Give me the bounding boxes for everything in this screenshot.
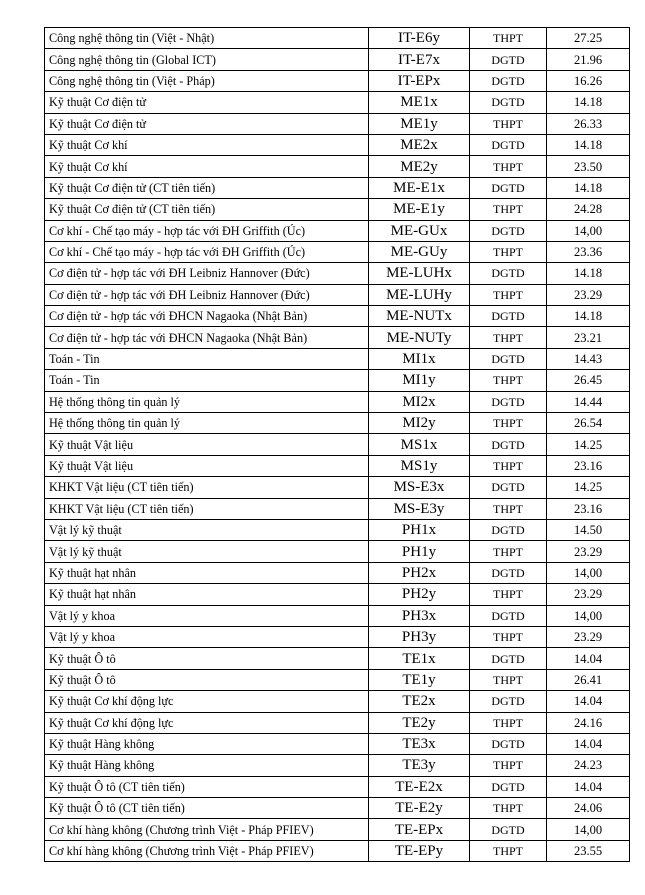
program-code-cell: ME-LUHy bbox=[369, 284, 470, 305]
table-row bbox=[45, 92, 630, 113]
program-name-cell: Kỹ thuật Cơ khí động lực bbox=[45, 691, 369, 712]
table-row bbox=[45, 49, 630, 70]
program-code-cell: TE1x bbox=[369, 648, 470, 669]
program-name-cell: Toán - Tin bbox=[45, 348, 369, 369]
cutoff-score-cell: 24.16 bbox=[547, 712, 630, 733]
program-code-cell: MI1y bbox=[369, 370, 470, 391]
table-row bbox=[45, 498, 630, 519]
exam-type-cell: DGTD bbox=[470, 819, 547, 840]
table-row bbox=[45, 391, 630, 412]
table-row bbox=[45, 477, 630, 498]
program-name-cell: Kỹ thuật Cơ khí bbox=[45, 156, 369, 177]
program-name-cell: Toán - Tin bbox=[45, 370, 369, 391]
program-code-cell: PH1y bbox=[369, 541, 470, 562]
program-code-cell: TE2y bbox=[369, 712, 470, 733]
cutoff-score-cell: 14.04 bbox=[547, 776, 630, 797]
exam-type-cell: THPT bbox=[470, 113, 547, 134]
program-name-cell: Vật lý kỹ thuật bbox=[45, 519, 369, 540]
cutoff-score-cell: 23.21 bbox=[547, 327, 630, 348]
table-row bbox=[45, 434, 630, 455]
cutoff-score-cell: 26.41 bbox=[547, 669, 630, 690]
program-name-cell: Vật lý y khoa bbox=[45, 626, 369, 647]
table-row bbox=[45, 541, 630, 562]
cutoff-score-cell: 14.25 bbox=[547, 434, 630, 455]
program-name-cell: Vật lý y khoa bbox=[45, 605, 369, 626]
table-row bbox=[45, 840, 630, 861]
cutoff-score-cell: 24.06 bbox=[547, 798, 630, 819]
table-row bbox=[45, 70, 630, 91]
cutoff-score-cell: 26.33 bbox=[547, 113, 630, 134]
table-row bbox=[45, 605, 630, 626]
program-name-cell: Kỹ thuật hạt nhân bbox=[45, 584, 369, 605]
cutoff-score-cell: 23.16 bbox=[547, 498, 630, 519]
program-name-cell: Kỹ thuật Vật liệu bbox=[45, 434, 369, 455]
table-row bbox=[45, 370, 630, 391]
program-code-cell: MS-E3y bbox=[369, 498, 470, 519]
program-name-cell: Kỹ thuật Cơ khí bbox=[45, 134, 369, 155]
table-row bbox=[45, 755, 630, 776]
program-name-cell: Cơ điện tử - hợp tác với ĐH Leibniz Hannover (Đức) bbox=[45, 263, 369, 284]
program-name-cell: Kỹ thuật Ô tô bbox=[45, 669, 369, 690]
cutoff-score-cell: 14.18 bbox=[547, 177, 630, 198]
program-name-cell: Kỹ thuật Hàng không bbox=[45, 755, 369, 776]
program-code-cell: ME2y bbox=[369, 156, 470, 177]
table-row bbox=[45, 241, 630, 262]
cutoff-score-cell: 14.04 bbox=[547, 648, 630, 669]
exam-type-cell: DGTD bbox=[470, 49, 547, 70]
program-name-cell: Kỹ thuật Ô tô (CT tiên tiến) bbox=[45, 798, 369, 819]
exam-type-cell: DGTD bbox=[470, 605, 547, 626]
cutoff-score-cell: 14.04 bbox=[547, 691, 630, 712]
exam-type-cell: DGTD bbox=[470, 691, 547, 712]
program-code-cell: MI2y bbox=[369, 413, 470, 434]
program-name-cell: KHKT Vật liệu (CT tiên tiến) bbox=[45, 477, 369, 498]
table-row bbox=[45, 776, 630, 797]
program-code-cell: ME1y bbox=[369, 113, 470, 134]
table-row bbox=[45, 220, 630, 241]
cutoff-score-cell: 26.45 bbox=[547, 370, 630, 391]
program-code-cell: TE-E2x bbox=[369, 776, 470, 797]
table-row bbox=[45, 263, 630, 284]
program-name-cell: Công nghệ thông tin (Global ICT) bbox=[45, 49, 369, 70]
table-row bbox=[45, 413, 630, 434]
exam-type-cell: DGTD bbox=[470, 477, 547, 498]
cutoff-score-cell: 23.29 bbox=[547, 541, 630, 562]
exam-type-cell: DGTD bbox=[470, 70, 547, 91]
cutoff-score-cell: 23.55 bbox=[547, 840, 630, 861]
table-row bbox=[45, 562, 630, 583]
program-name-cell: Kỹ thuật Ô tô bbox=[45, 648, 369, 669]
program-code-cell: PH3y bbox=[369, 626, 470, 647]
program-code-cell: PH2y bbox=[369, 584, 470, 605]
table-row bbox=[45, 348, 630, 369]
program-code-cell: IT-EPx bbox=[369, 70, 470, 91]
program-name-cell: Cơ khí hàng không (Chương trình Việt - Pháp PFIEV) bbox=[45, 819, 369, 840]
cutoff-score-cell: 21.96 bbox=[547, 49, 630, 70]
cutoff-score-cell: 23.50 bbox=[547, 156, 630, 177]
program-name-cell: Kỹ thuật Cơ điện tử bbox=[45, 92, 369, 113]
cutoff-score-cell: 14.18 bbox=[547, 263, 630, 284]
exam-type-cell: DGTD bbox=[470, 177, 547, 198]
program-name-cell: Kỹ thuật Ô tô (CT tiên tiến) bbox=[45, 776, 369, 797]
program-name-cell: Cơ khí hàng không (Chương trình Việt - Pháp PFIEV) bbox=[45, 840, 369, 861]
exam-type-cell: DGTD bbox=[470, 434, 547, 455]
program-code-cell: ME-LUHx bbox=[369, 263, 470, 284]
cutoff-score-cell: 16.26 bbox=[547, 70, 630, 91]
exam-type-cell: THPT bbox=[470, 541, 547, 562]
table-row bbox=[45, 626, 630, 647]
cutoff-score-cell: 14,00 bbox=[547, 819, 630, 840]
program-name-cell: Kỹ thuật hạt nhân bbox=[45, 562, 369, 583]
table-row bbox=[45, 733, 630, 754]
exam-type-cell: DGTD bbox=[470, 306, 547, 327]
program-name-cell: Kỹ thuật Vật liệu bbox=[45, 455, 369, 476]
exam-type-cell: DGTD bbox=[470, 776, 547, 797]
cutoff-score-cell: 14.04 bbox=[547, 733, 630, 754]
cutoff-score-cell: 14.25 bbox=[547, 477, 630, 498]
program-name-cell: Hệ thống thông tin quản lý bbox=[45, 391, 369, 412]
program-name-cell: Kỹ thuật Cơ điện tử (CT tiên tiến) bbox=[45, 199, 369, 220]
exam-type-cell: THPT bbox=[470, 584, 547, 605]
exam-type-cell: THPT bbox=[470, 712, 547, 733]
program-name-cell: Hệ thống thông tin quản lý bbox=[45, 413, 369, 434]
program-code-cell: MI1x bbox=[369, 348, 470, 369]
exam-type-cell: DGTD bbox=[470, 134, 547, 155]
cutoff-score-cell: 23.29 bbox=[547, 626, 630, 647]
table-row bbox=[45, 134, 630, 155]
program-name-cell: Kỹ thuật Cơ điện tử bbox=[45, 113, 369, 134]
cutoff-score-cell: 14.18 bbox=[547, 134, 630, 155]
program-name-cell: Cơ điện tử - hợp tác với ĐH Leibniz Hannover (Đức) bbox=[45, 284, 369, 305]
cutoff-score-cell: 23.29 bbox=[547, 584, 630, 605]
program-code-cell: IT-E6y bbox=[369, 28, 470, 49]
exam-type-cell: DGTD bbox=[470, 519, 547, 540]
cutoff-score-cell: 14,00 bbox=[547, 605, 630, 626]
program-name-cell: Cơ khí - Chế tạo máy - hợp tác với ĐH Griffith (Úc) bbox=[45, 220, 369, 241]
program-name-cell: Vật lý kỹ thuật bbox=[45, 541, 369, 562]
exam-type-cell: THPT bbox=[470, 626, 547, 647]
exam-type-cell: DGTD bbox=[470, 391, 547, 412]
exam-type-cell: THPT bbox=[470, 241, 547, 262]
program-code-cell: MS1x bbox=[369, 434, 470, 455]
table-row bbox=[45, 199, 630, 220]
table-row bbox=[45, 691, 630, 712]
program-code-cell: TE-E2y bbox=[369, 798, 470, 819]
program-code-cell: ME1x bbox=[369, 92, 470, 113]
exam-type-cell: DGTD bbox=[470, 348, 547, 369]
exam-type-cell: THPT bbox=[470, 370, 547, 391]
exam-type-cell: THPT bbox=[470, 28, 547, 49]
program-name-cell: Kỹ thuật Hàng không bbox=[45, 733, 369, 754]
table-row bbox=[45, 306, 630, 327]
table-body bbox=[45, 28, 630, 862]
table-row bbox=[45, 455, 630, 476]
table-row bbox=[45, 156, 630, 177]
exam-type-cell: THPT bbox=[470, 455, 547, 476]
program-code-cell: IT-E7x bbox=[369, 49, 470, 70]
cutoff-score-cell: 27.25 bbox=[547, 28, 630, 49]
program-code-cell: ME-E1y bbox=[369, 199, 470, 220]
table-row bbox=[45, 113, 630, 134]
exam-type-cell: DGTD bbox=[470, 733, 547, 754]
program-code-cell: ME-GUx bbox=[369, 220, 470, 241]
cutoff-score-cell: 24.23 bbox=[547, 755, 630, 776]
admission-scores-table bbox=[44, 27, 630, 862]
exam-type-cell: THPT bbox=[470, 755, 547, 776]
cutoff-score-cell: 14.18 bbox=[547, 306, 630, 327]
cutoff-score-cell: 14.50 bbox=[547, 519, 630, 540]
program-code-cell: PH3x bbox=[369, 605, 470, 626]
exam-type-cell: DGTD bbox=[470, 562, 547, 583]
table-row bbox=[45, 284, 630, 305]
program-name-cell: KHKT Vật liệu (CT tiên tiến) bbox=[45, 498, 369, 519]
exam-type-cell: THPT bbox=[470, 199, 547, 220]
cutoff-score-cell: 26.54 bbox=[547, 413, 630, 434]
exam-type-cell: THPT bbox=[470, 798, 547, 819]
program-name-cell: Cơ khí - Chế tạo máy - hợp tác với ĐH Griffith (Úc) bbox=[45, 241, 369, 262]
cutoff-score-cell: 14.44 bbox=[547, 391, 630, 412]
cutoff-score-cell: 24.28 bbox=[547, 199, 630, 220]
table-row bbox=[45, 519, 630, 540]
table-row bbox=[45, 712, 630, 733]
table-row bbox=[45, 669, 630, 690]
exam-type-cell: DGTD bbox=[470, 648, 547, 669]
cutoff-score-cell: 14.43 bbox=[547, 348, 630, 369]
program-code-cell: PH2x bbox=[369, 562, 470, 583]
program-code-cell: ME-E1x bbox=[369, 177, 470, 198]
program-code-cell: ME-NUTx bbox=[369, 306, 470, 327]
cutoff-score-cell: 23.16 bbox=[547, 455, 630, 476]
cutoff-score-cell: 23.36 bbox=[547, 241, 630, 262]
table-row bbox=[45, 28, 630, 49]
program-code-cell: ME2x bbox=[369, 134, 470, 155]
program-name-cell: Công nghệ thông tin (Việt - Nhật) bbox=[45, 28, 369, 49]
program-name-cell: Kỹ thuật Cơ khí động lực bbox=[45, 712, 369, 733]
program-code-cell: TE1y bbox=[369, 669, 470, 690]
program-code-cell: TE-EPx bbox=[369, 819, 470, 840]
table-row bbox=[45, 819, 630, 840]
program-code-cell: TE3x bbox=[369, 733, 470, 754]
table-row bbox=[45, 177, 630, 198]
table-row bbox=[45, 584, 630, 605]
cutoff-score-cell: 14.18 bbox=[547, 92, 630, 113]
program-name-cell: Kỹ thuật Cơ điện tử (CT tiên tiến) bbox=[45, 177, 369, 198]
table-row bbox=[45, 648, 630, 669]
program-name-cell: Cơ điện tử - hợp tác với ĐHCN Nagaoka (Nhật Bản) bbox=[45, 327, 369, 348]
table-row bbox=[45, 327, 630, 348]
exam-type-cell: THPT bbox=[470, 327, 547, 348]
exam-type-cell: DGTD bbox=[470, 220, 547, 241]
program-code-cell: ME-GUy bbox=[369, 241, 470, 262]
program-name-cell: Cơ điện tử - hợp tác với ĐHCN Nagaoka (Nhật Bản) bbox=[45, 306, 369, 327]
program-code-cell: ME-NUTy bbox=[369, 327, 470, 348]
program-code-cell: TE2x bbox=[369, 691, 470, 712]
exam-type-cell: DGTD bbox=[470, 92, 547, 113]
program-code-cell: MI2x bbox=[369, 391, 470, 412]
cutoff-score-cell: 14,00 bbox=[547, 220, 630, 241]
exam-type-cell: THPT bbox=[470, 840, 547, 861]
program-code-cell: TE-EPy bbox=[369, 840, 470, 861]
cutoff-score-cell: 23.29 bbox=[547, 284, 630, 305]
cutoff-score-cell: 14,00 bbox=[547, 562, 630, 583]
exam-type-cell: THPT bbox=[470, 669, 547, 690]
program-name-cell: Công nghệ thông tin (Việt - Pháp) bbox=[45, 70, 369, 91]
exam-type-cell: THPT bbox=[470, 413, 547, 434]
program-code-cell: TE3y bbox=[369, 755, 470, 776]
program-code-cell: PH1x bbox=[369, 519, 470, 540]
exam-type-cell: THPT bbox=[470, 284, 547, 305]
exam-type-cell: THPT bbox=[470, 498, 547, 519]
exam-type-cell: THPT bbox=[470, 156, 547, 177]
program-code-cell: MS1y bbox=[369, 455, 470, 476]
exam-type-cell: DGTD bbox=[470, 263, 547, 284]
program-code-cell: MS-E3x bbox=[369, 477, 470, 498]
table-row bbox=[45, 798, 630, 819]
